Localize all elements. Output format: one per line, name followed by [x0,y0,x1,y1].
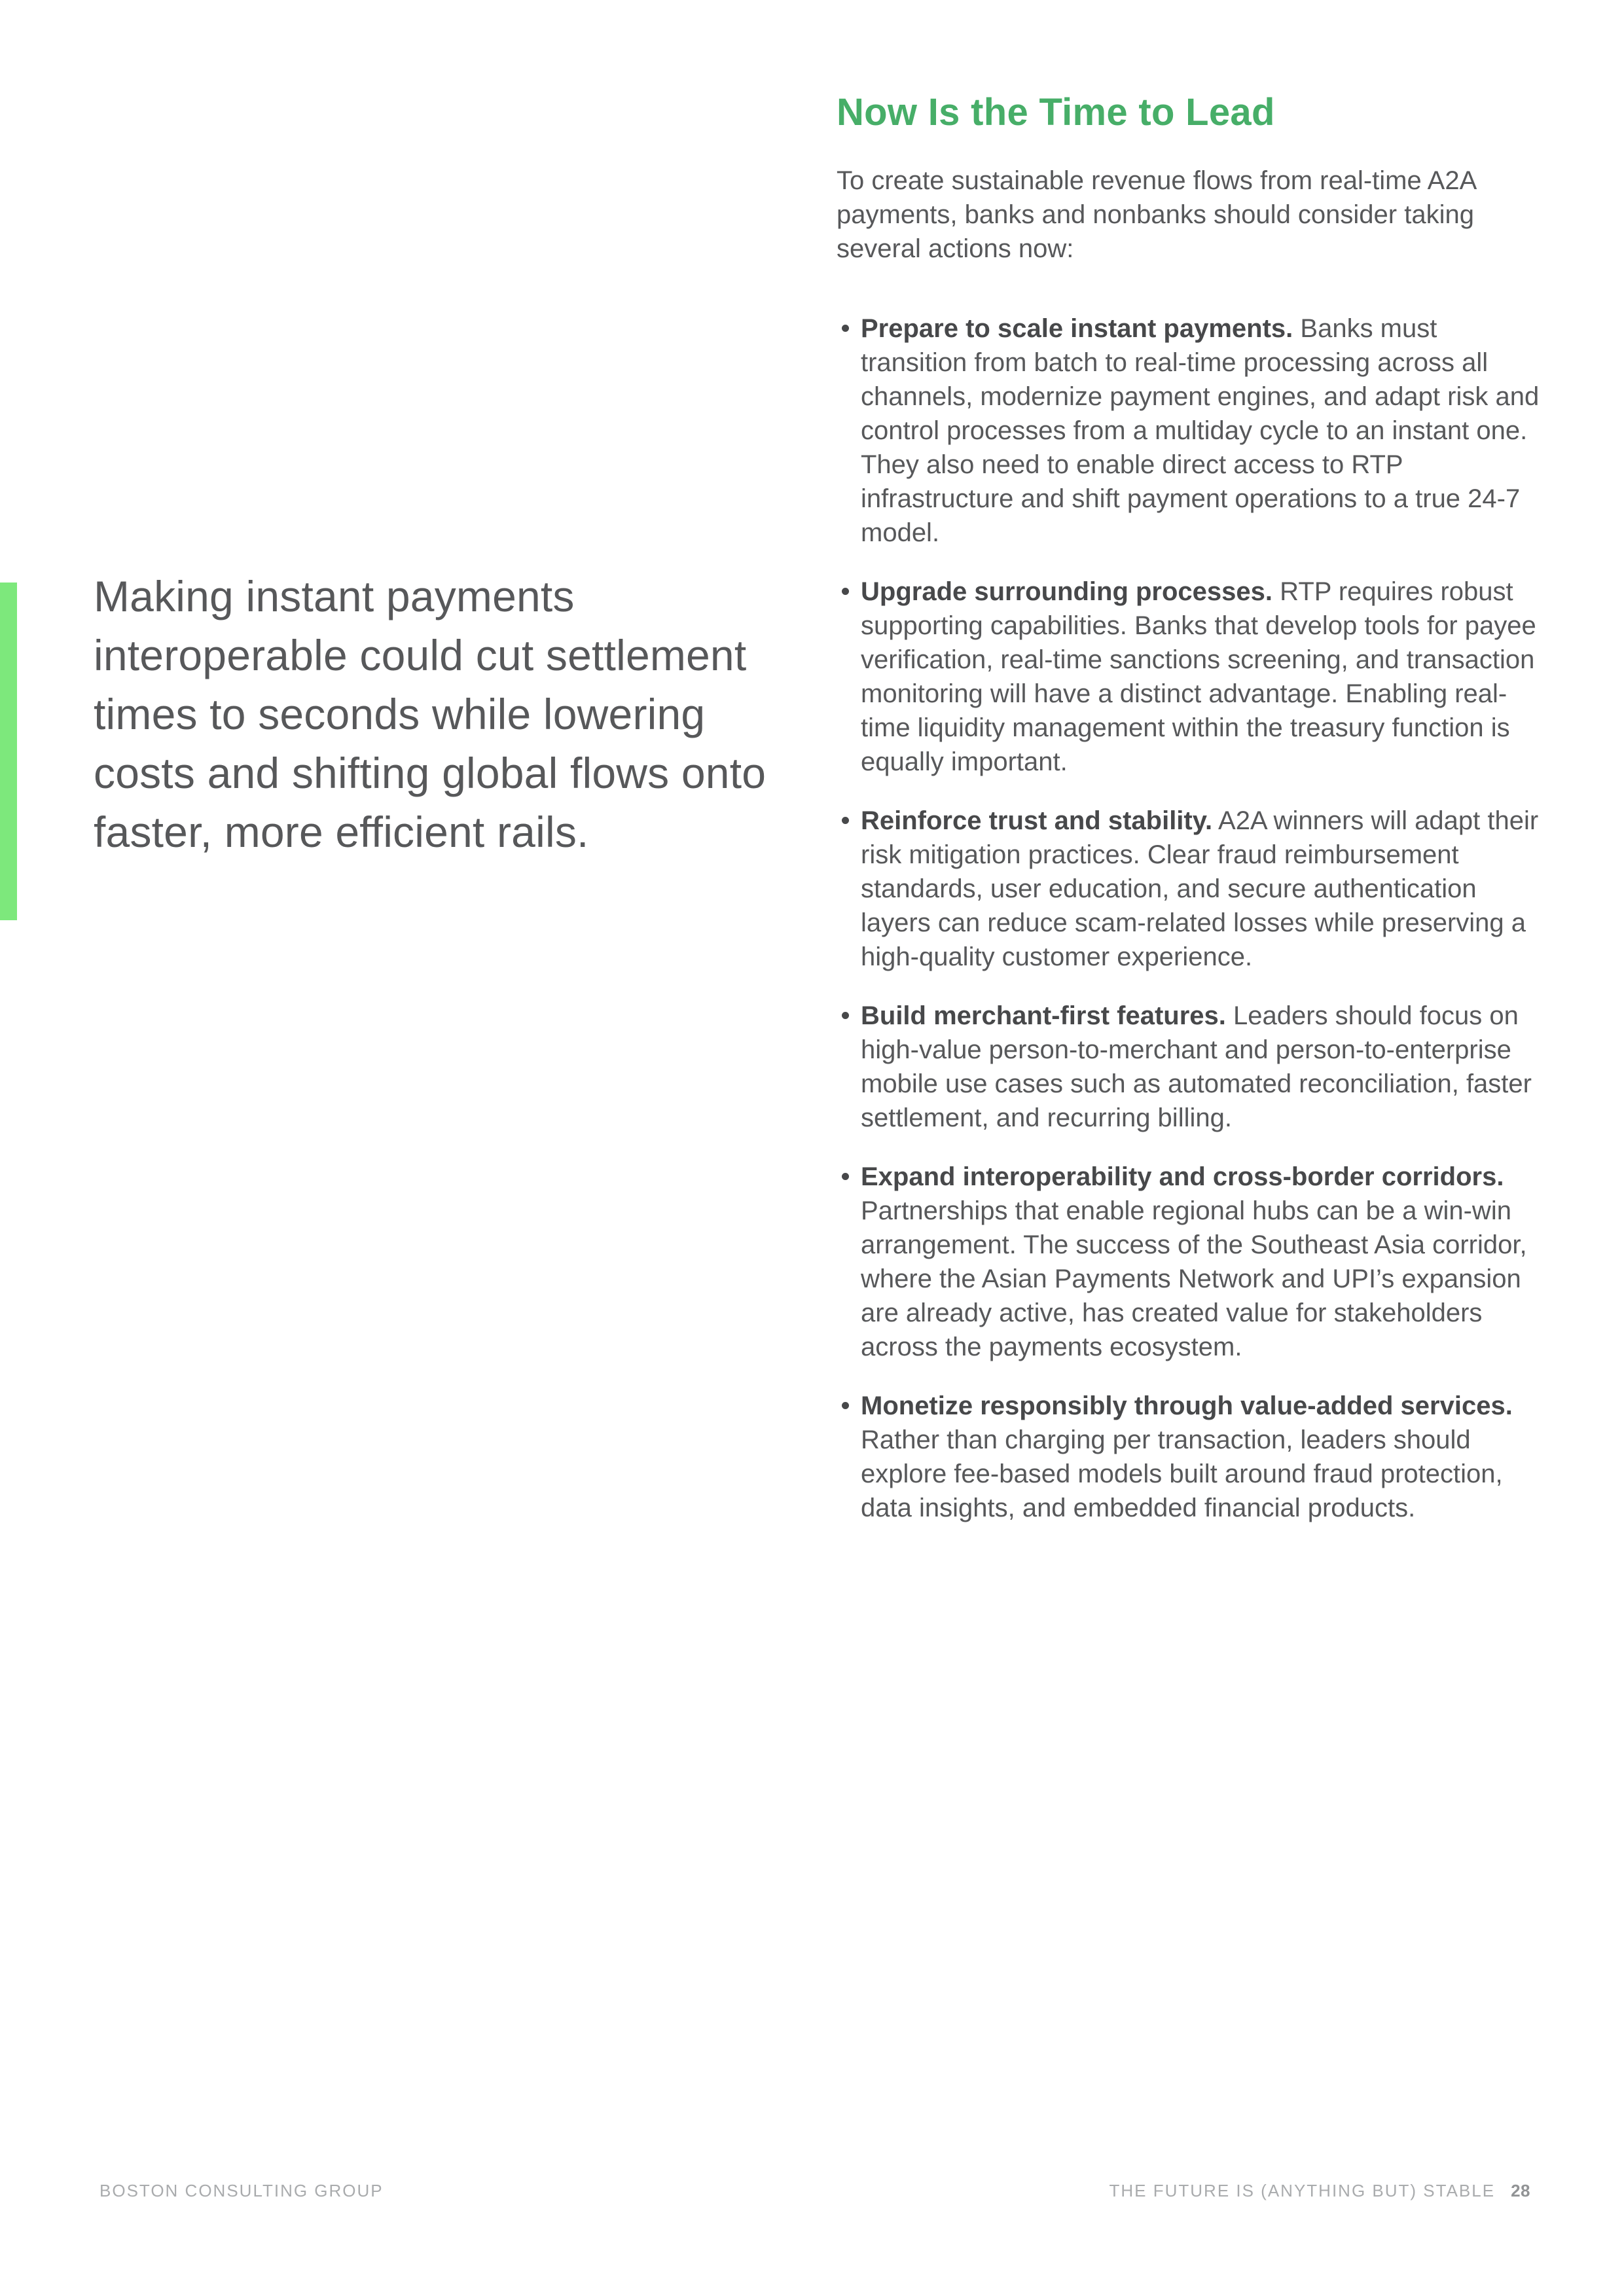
bullet-body: Banks must transition from batch to real-time processing across all channels, modernize payment engines, and adapt risk and control processes from a multiday cycle to an instant one. They also need to enable direct access to RTP infrastructure and shift payment operations to a true 24-7 model. [861,314,1540,547]
bullet-body: A2A winners will adapt their risk mitigation practices. Clear fraud reimbursement standards, user education, and secure authentication layers can reduce scam-related losses while preserving a high-quality customer experience. [861,806,1539,971]
action-list [837,312,1550,1525]
bullet-body: Leaders should focus on high-value person-to-merchant and person-to-enterprise mobile use cases such as automated reconciliation, faster settlement, and recurring billing. [861,1001,1532,1132]
bullet-lead: Reinforce trust and stability. [861,806,1213,835]
bullet-dot [842,1012,849,1019]
bullet-body: Rather than charging per transaction, leaders should explore fee-based models built around fraud protection, data insights, and embedded financial products. [861,1426,1503,1522]
footer-title-block [1110,2181,1530,2200]
bullet-body: Partnerships that enable regional hubs can be a win-win arrangement. The success of the Southeast Asia corridor, where the Asian Payments Network and UPI’s expansion are already active, has created value for stakeholders across the payments ecosystem. [861,1196,1527,1361]
bullet-dot [842,1173,849,1180]
list-item [837,312,1550,550]
bullet-dot [842,325,849,332]
bullet-dot [842,817,849,824]
page-footer [99,2181,1530,2200]
footer-report-title: THE FUTURE IS (ANYTHING BUT) STABLE [1109,2181,1496,2200]
list-item [837,1389,1550,1525]
bullet-lead: Prepare to scale instant payments. [861,314,1293,343]
section-heading: Now Is the Time to Lead [837,91,1275,134]
bullet-lead: Build merchant-first features. [861,1001,1226,1030]
bullet-dot [842,588,849,595]
pull-quote: Making instant payments interoperable could cut settlement times to seconds while lowering costs and shifting global flows onto faster, more efficient rails. [94,572,767,856]
list-item [837,804,1550,974]
bullet-lead: Upgrade surrounding processes. [861,577,1273,606]
list-item [837,575,1550,779]
bullet-dot [842,1402,849,1409]
pull-quote-accent-bar [0,583,17,920]
bullet-lead: Expand interoperability and cross-border corridors. [861,1162,1504,1191]
bullet-body: RTP requires robust supporting capabilities. Banks that develop tools for payee verification, real-time sanctions screening, and transaction monitoring will have a distinct advantage. Enabling real-time liquidity management within the treasury function is equally important. [861,577,1536,776]
page-number: 28 [1511,2181,1530,2200]
bullet-lead: Monetize responsibly through value-added services. [861,1391,1513,1420]
footer-brand: BOSTON CONSULTING GROUP [99,2181,384,2200]
list-item [837,1160,1550,1364]
main-column [837,92,1550,1525]
intro-paragraph: To create sustainable revenue flows from real-time A2A payments, banks and nonbanks should consider taking several actions now: [837,166,1476,263]
list-item [837,999,1550,1135]
